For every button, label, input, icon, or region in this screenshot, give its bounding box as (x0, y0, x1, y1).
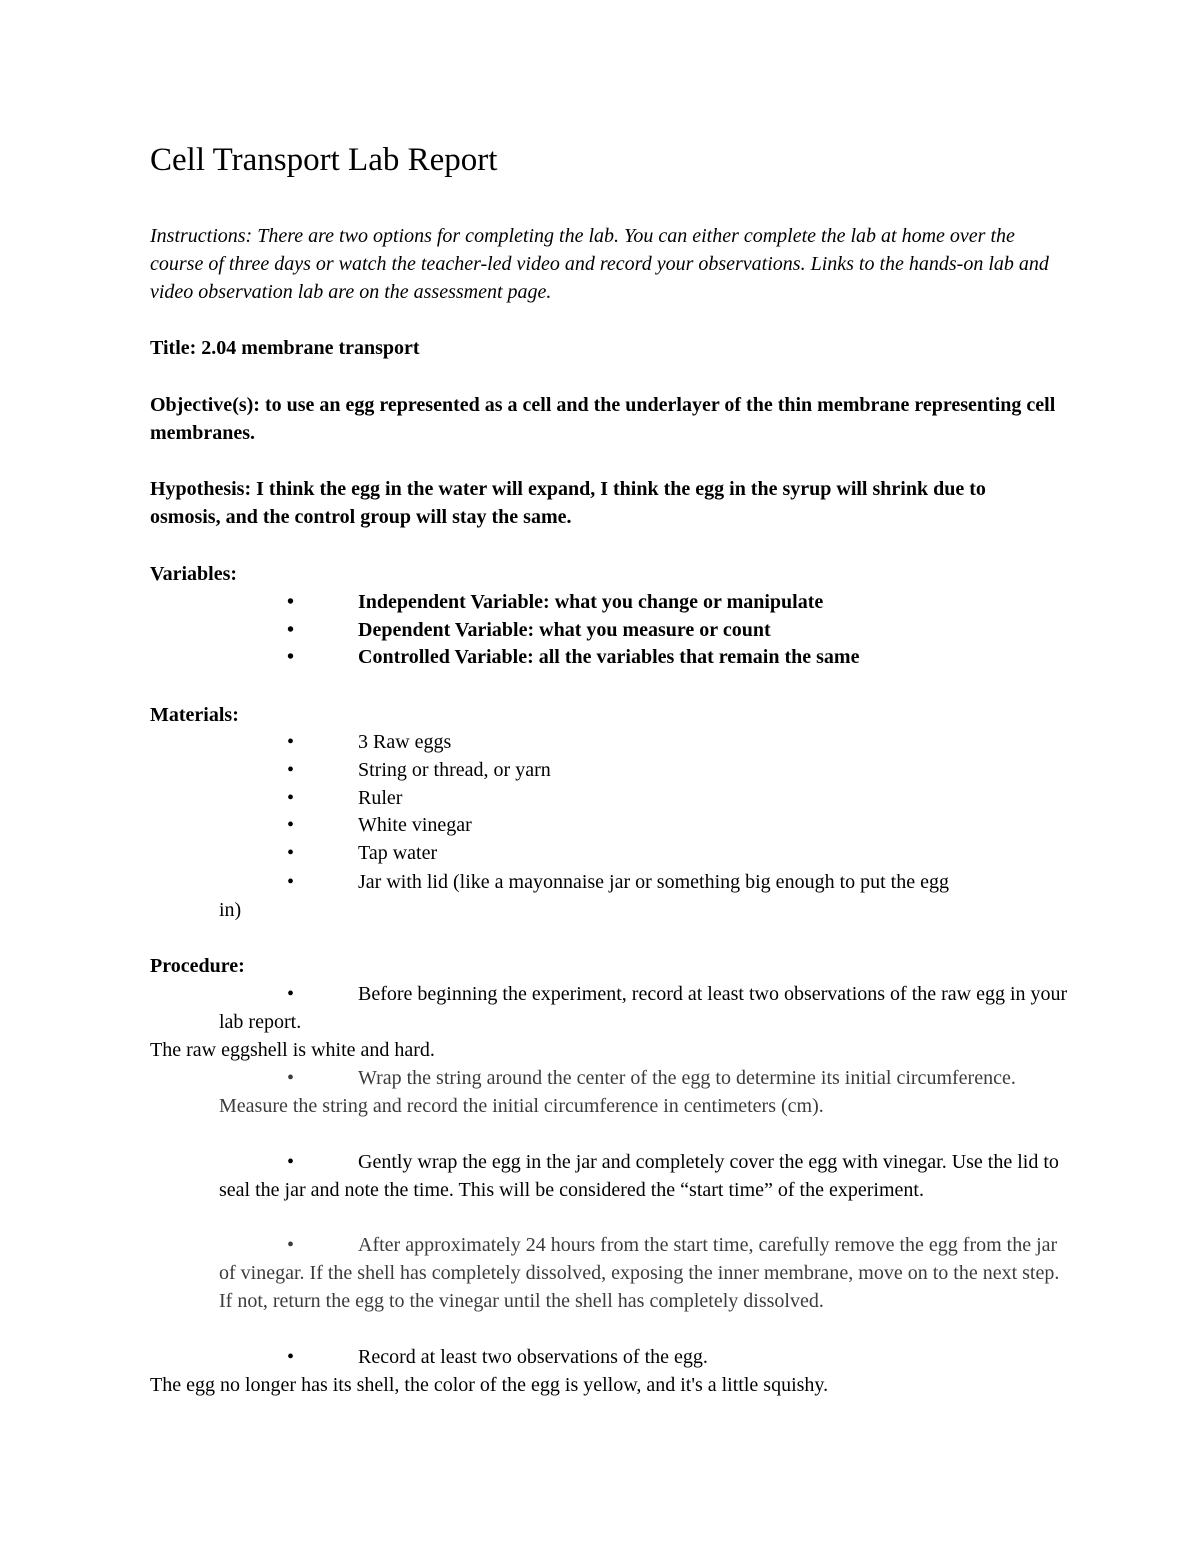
procedure-heading: Procedure: (150, 955, 245, 977)
procedure-step-text: Record at least two observations of the egg. (358, 1346, 708, 1368)
bullet-icon: • (287, 1346, 295, 1368)
variable-dependent: Dependent Variable: what you measure or count (358, 619, 771, 641)
bullet-icon: • (287, 814, 295, 836)
material-item: Jar with lid (like a mayonnaise jar or something big enough to put the egg (358, 871, 949, 893)
bullet-icon: • (287, 591, 295, 613)
procedure-step (219, 1148, 1069, 1204)
bullet-icon: • (287, 1234, 295, 1256)
bullet-icon: • (287, 871, 295, 893)
procedure-step-text: After approximately 24 hours from the start time, carefully remove the egg from the jar of vinegar. If the shell has completely dissolved, exposing the inner membrane, move on to the next step. If not, return the egg to the vinegar until the shell has completely dissolved. (219, 1234, 1060, 1312)
procedure-step-text: Gently wrap the egg in the jar and completely cover the egg with vinegar. Use the lid to seal the jar and note the time. This will be considered the “start time” of the experiment. (219, 1151, 1059, 1201)
procedure-step (219, 1343, 1069, 1371)
observation-dissolved-egg: The egg no longer has its shell, the color of the egg is yellow, and it's a little squishy. (150, 1374, 829, 1396)
procedure-step (219, 980, 1069, 1036)
bullet-icon: • (287, 619, 295, 641)
bullet-icon: • (287, 1067, 295, 1089)
procedure-step (219, 1064, 1069, 1120)
document-title: Cell Transport Lab Report (150, 142, 498, 178)
bullet-icon: • (287, 646, 295, 668)
bullet-icon: • (287, 787, 295, 809)
materials-heading: Materials: (150, 704, 239, 726)
bullet-icon: • (287, 842, 295, 864)
observation-raw-egg: The raw eggshell is white and hard. (150, 1039, 435, 1061)
material-item: White vinegar (358, 814, 472, 836)
procedure-step (219, 1231, 1069, 1315)
bullet-icon: • (287, 731, 295, 753)
hypothesis-paragraph: Hypothesis: I think the egg in the water will expand, I think the egg in the syrup will shrink due to osmosis, and the control group will stay the same. (150, 478, 986, 528)
bullet-icon: • (287, 1151, 295, 1173)
bullet-icon: • (287, 759, 295, 781)
variables-heading: Variables: (150, 563, 238, 585)
variable-independent: Independent Variable: what you change or manipulate (358, 591, 824, 613)
material-item-continuation: in) (219, 899, 242, 921)
material-item: 3 Raw eggs (358, 731, 452, 753)
bullet-icon: • (287, 983, 295, 1005)
procedure-step-text: Wrap the string around the center of the egg to determine its initial circumference. Measure the string and record the initial circumference in centimeters (cm). (219, 1067, 1016, 1117)
material-item: Ruler (358, 787, 403, 809)
variable-controlled: Controlled Variable: all the variables that remain the same (358, 646, 860, 668)
material-item: Tap water (358, 842, 438, 864)
material-item: String or thread, or yarn (358, 759, 551, 781)
objective-paragraph: Objective(s): to use an egg represented as a cell and the underlayer of the thin membrane representing cell membranes. (150, 394, 1056, 444)
instructions-paragraph: Instructions: There are two options for completing the lab. You can either complete the lab at home over the course of three days or watch the teacher-led video and record your observations. Links to the hands-on lab and video observation lab are on the assessment page. (150, 225, 1049, 303)
procedure-step-text: Before beginning the experiment, record at least two observations of the raw egg in your lab report. (219, 983, 1068, 1033)
title-line: Title: 2.04 membrane transport (150, 337, 420, 359)
